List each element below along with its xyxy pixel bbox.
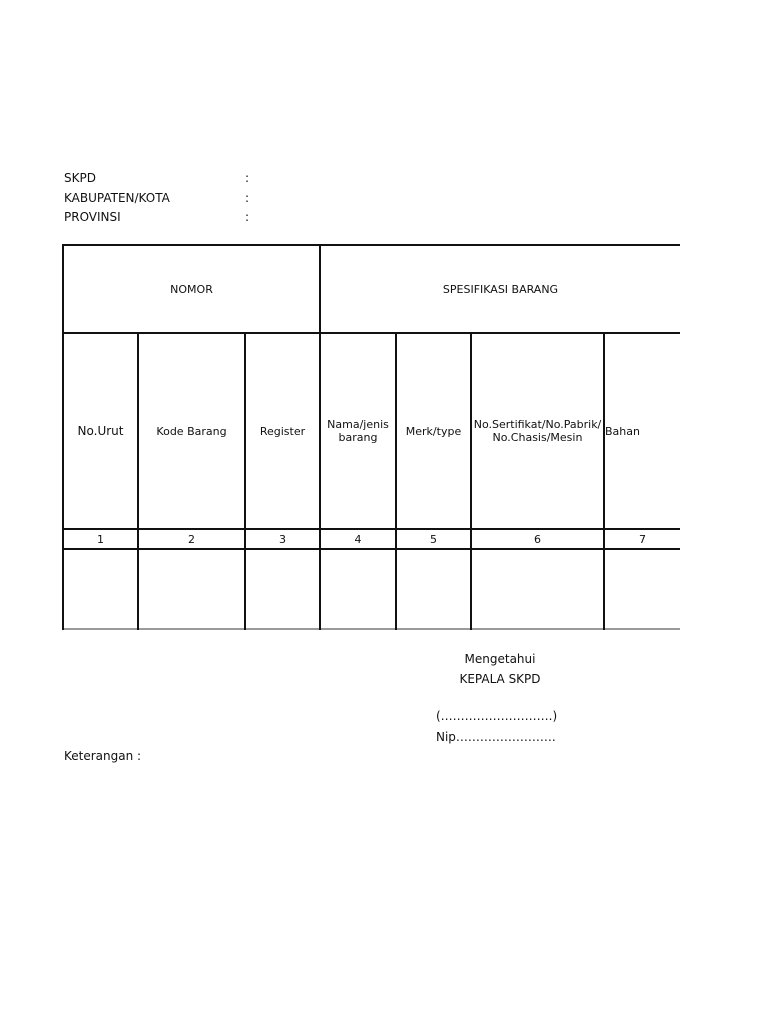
column-header-bahan: Bahan: [605, 424, 640, 438]
table-cell: [321, 550, 395, 628]
group-header-nomor: NOMOR: [170, 282, 213, 296]
header-colon: :: [245, 191, 250, 205]
header-label: KABUPATEN/KOTA: [64, 191, 170, 205]
signature-mengetahui: Mengetahui: [464, 652, 536, 666]
signature-nip: Nip…………………….: [436, 730, 556, 744]
signature-name-placeholder: (……………………….): [436, 709, 558, 723]
column-number: 7: [639, 532, 646, 546]
column-number: 2: [188, 532, 195, 546]
group-header-spesifikasi: SPESIFIKASI BARANG: [442, 282, 559, 296]
column-number: 4: [354, 532, 362, 546]
header-label: PROVINSI: [64, 210, 121, 224]
table-border-bottom: [62, 628, 680, 630]
column-header-merk-type: Merk/type: [405, 424, 462, 438]
header-colon: :: [245, 210, 250, 224]
header-label: SKPD: [64, 171, 96, 185]
table-cell: [64, 550, 137, 628]
signature-title: KEPALA SKPD: [459, 672, 541, 686]
column-header-no-urut: No.Urut: [77, 423, 124, 438]
column-number: 5: [430, 532, 437, 546]
keterangan-label: Keterangan :: [64, 749, 142, 763]
column-header-no-sertifikat: No.Sertifikat/No.Pabrik/ No.Chasis/Mesin: [473, 418, 602, 444]
table-cell: [472, 550, 603, 628]
column-header-kode-barang: Kode Barang: [156, 424, 227, 438]
column-number: 1: [97, 532, 104, 546]
column-number: 6: [534, 532, 541, 546]
table-cell: [139, 550, 244, 628]
column-number: 3: [279, 532, 286, 546]
inventory-table: [62, 244, 680, 632]
column-header-nama-jenis: Nama/jenis barang: [327, 418, 389, 444]
table-cell: [605, 550, 680, 628]
column-header-register: Register: [259, 424, 306, 438]
table-cell: [246, 550, 319, 628]
header-colon: :: [245, 171, 250, 185]
table-cell: [397, 550, 470, 628]
